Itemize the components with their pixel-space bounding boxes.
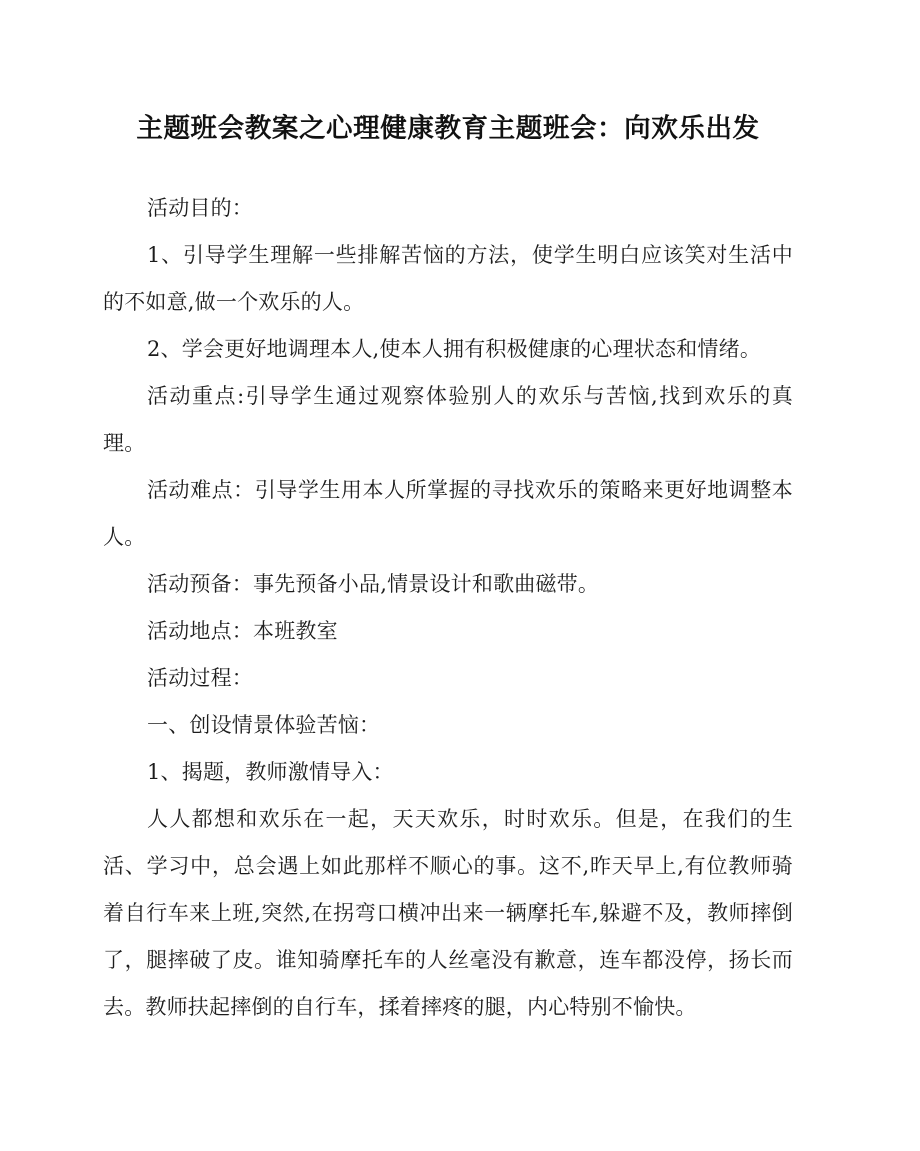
- paragraph-activity-focus: 活动重点:引导学生通过观察体验别人的欢乐与苦恼,找到欢乐的真理。: [103, 383, 793, 455]
- page-title: 主题班会教案之心理健康教育主题班会：向欢乐出发: [136, 113, 760, 144]
- paragraph-activity-process-heading: 活动过程：: [147, 665, 253, 690]
- paragraph-purpose-item-2: 2、学会更好地调理本人,使本人拥有积极健康的心理状态和情绪。: [147, 336, 762, 361]
- paragraph-activity-preparation: 活动预备：事先预备小品,情景设计和歌曲磁带。: [147, 571, 600, 596]
- paragraph-activity-purpose-heading: 活动目的：: [147, 195, 253, 220]
- paragraph-purpose-item-1: 1、引导学生理解一些排解苦恼的方法，使学生明白应该笑对生活中的不如意,做一个欢乐的人。: [103, 242, 793, 314]
- paragraph-step-1-heading: 1、揭题，教师激情导入：: [147, 759, 394, 784]
- paragraph-teacher-narrative: 人人都想和欢乐在一起，天天欢乐，时时欢乐。但是，在我们的生活、学习中，总会遇上如此那样不顺心的事。这不,昨天早上,有位教师骑着自行车来上班,突然,在拐弯口横冲出来一辆摩托车,躲避不及，教师摔倒了，腿摔破了皮。谁知骑摩托车的人丝毫没有歉意，连车都没停，扬长而去。教师扶起摔倒的自行车，揉着摔疼的腿，内心特别不愉快。: [103, 806, 793, 1019]
- document-content: [103, 0, 793, 1031]
- paragraph-section-one-heading: 一、创设情景体验苦恼：: [147, 712, 381, 737]
- paragraph-activity-location: 活动地点：本班教室: [147, 618, 338, 643]
- document-body: [103, 185, 793, 1031]
- paragraph-activity-difficulty: 活动难点：引导学生用本人所掌握的寻找欢乐的策略来更好地调整本人。: [103, 477, 793, 549]
